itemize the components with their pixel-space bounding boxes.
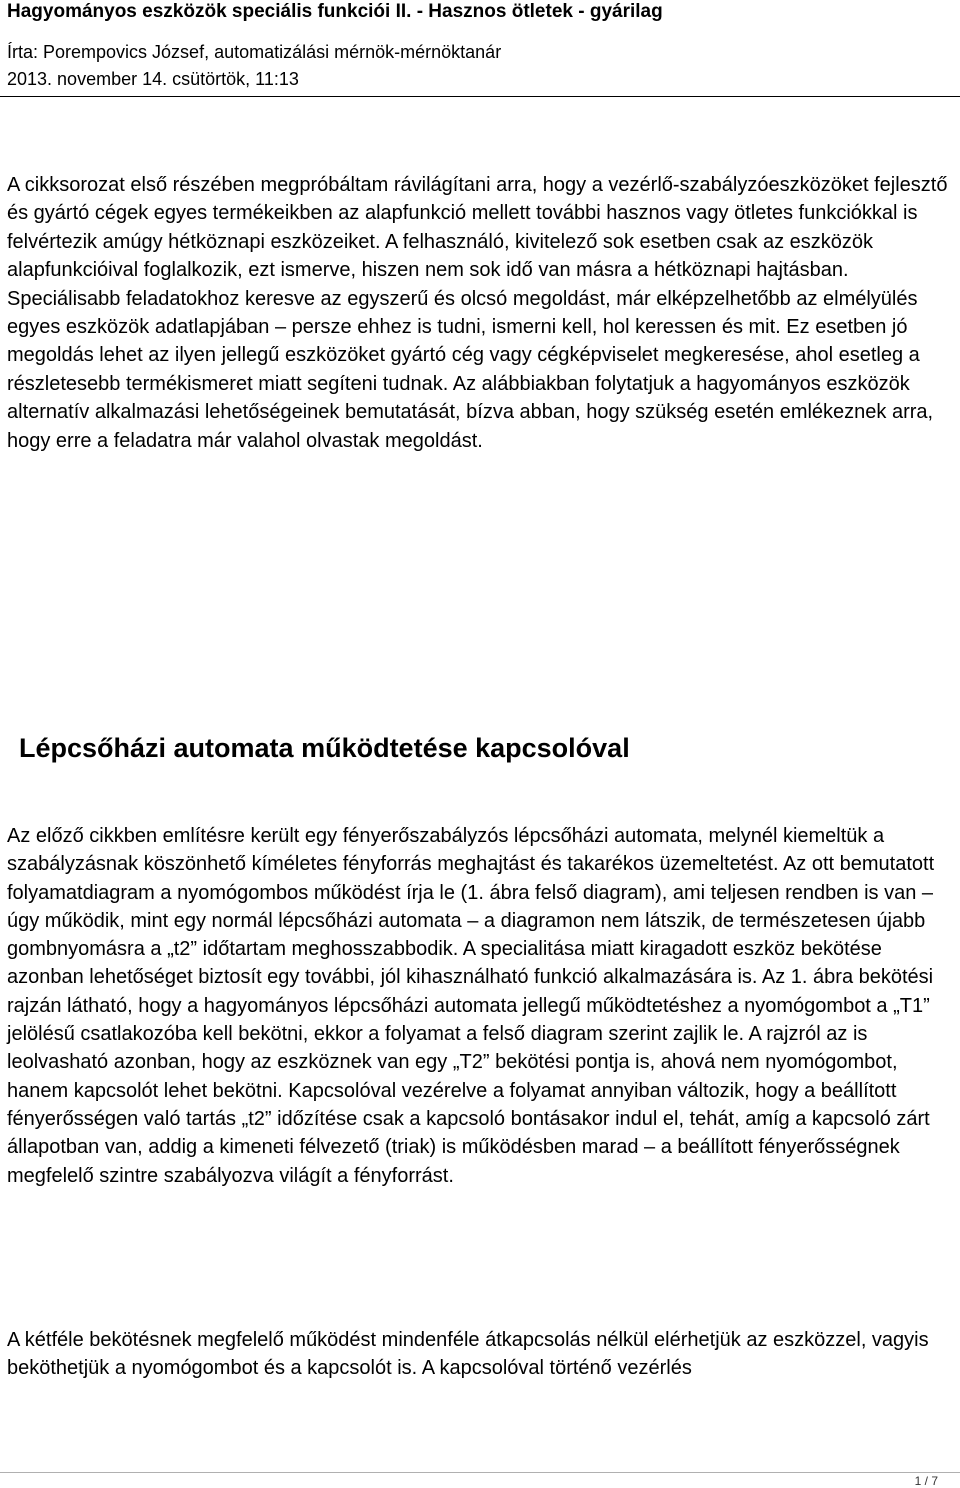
section-paragraph-2: A kétféle bekötésnek megfelelő működést mindenféle átkapcsolás nélkül elérhetjük az eszközzel, vagyis beköthetjük a nyomógombot és a kapcsolót is. A kapcsolóval történő vezérlés: [7, 1329, 929, 1380]
section-heading: Lépcsőházi automata működtetése kapcsolóval: [19, 733, 630, 763]
article-author: Írta: Porempovics József, automatizálási mérnök-mérnöktanár: [7, 42, 502, 62]
document-header: [0, 0, 960, 96]
page-number: 1 / 7: [914, 1474, 938, 1488]
header-divider: [0, 96, 960, 97]
section-paragraph-1: Az előző cikkben említésre került egy fényerőszabályzós lépcsőházi automata, melynél kiemeltük a szabályzásnak köszönhető kíméletes fényforrás meghajtást és takarékos üzemeltetést. Az ott bemutatott folyamatdiagram a nyomógombos működést írja le (1. ábra felső diagram), ami teljesen rendben is van – úgy működik, mint egy normál lépcsőházi automata – a diagramon nem látszik, de természetesen újabb gombnyomásra a „t2” időtartam meghosszabbodik. A specialitása miatt kiragadott eszköz bekötése azonban lehetőséget biztosít egy további, jól kihasználható funkció alkalmazására is. Az 1. ábra bekötési rajzán látható, hogy a hagyományos lépcsőházi automata jellegű működtetéshez a nyomógombot a „T1” jelölésű csatlakozóba kell bekötni, ekkor a folyamat a felső diagram szerint zajlik le. A rajzról az is leolvasható azonban, hogy az eszköznek van egy „T2” bekötési pontja is, ahová nem nyomógombot, hanem kapcsolót lehet bekötni. Kapcsolóval vezérelve a folyamat annyiban változik, hogy a beállított fényerősségen való tartás „t2” időzítése csak a kapcsoló bontásakor indul el, tehát, amíg a kapcsoló zárt állapotban van, addig a kimeneti félvezető (triak) is működésben marad – a beállított fényerősségnek megfelelő szintre szabályozva világít a fényforrást.: [7, 825, 935, 1187]
footer-divider: [0, 1472, 960, 1473]
intro-paragraph: A cikksorozat első részében megpróbáltam rávilágítani arra, hogy a vezérlő-szabályzóeszközöket fejlesztő és gyártó cégek egyes termékeikben az alapfunkció mellett további hasznos vagy ötletes funkciókkal is felvértezik amúgy hétköznapi eszközeiket. A felhasználó, kivitelező sok esetben csak az eszközök alapfunkcióival foglalkozik, ezt ismerve, hiszen nem sok idő van másra a hétköznapi hajtásban. Speciálisabb feladatokhoz keresve az egyszerű és olcsó megoldást, már elképzelhetőbb az elmélyülés egyes eszközök adatlapjában – persze ehhez is tudni, ismerni kell, hol keressen és mit. Ez esetben jó megoldás lehet az ilyen jellegű eszközöket gyártó cég vagy cégképviselet megkeresése, ahol esetleg a részletesebb termékismeret miatt segíteni tudnak. Az alábbiakban folytatjuk a hagyományos eszközök alternatív alkalmazási lehetőségeinek bemutatását, bízva abban, hogy szükség esetén emlékeznek arra, hogy erre a feladatra már valahol olvastak megoldást.: [7, 174, 948, 452]
article-date: 2013. november 14. csütörtök, 11:13: [7, 69, 299, 89]
article-title: Hagyományos eszközök speciális funkciói II. - Hasznos ötletek - gyárilag: [7, 1, 663, 22]
